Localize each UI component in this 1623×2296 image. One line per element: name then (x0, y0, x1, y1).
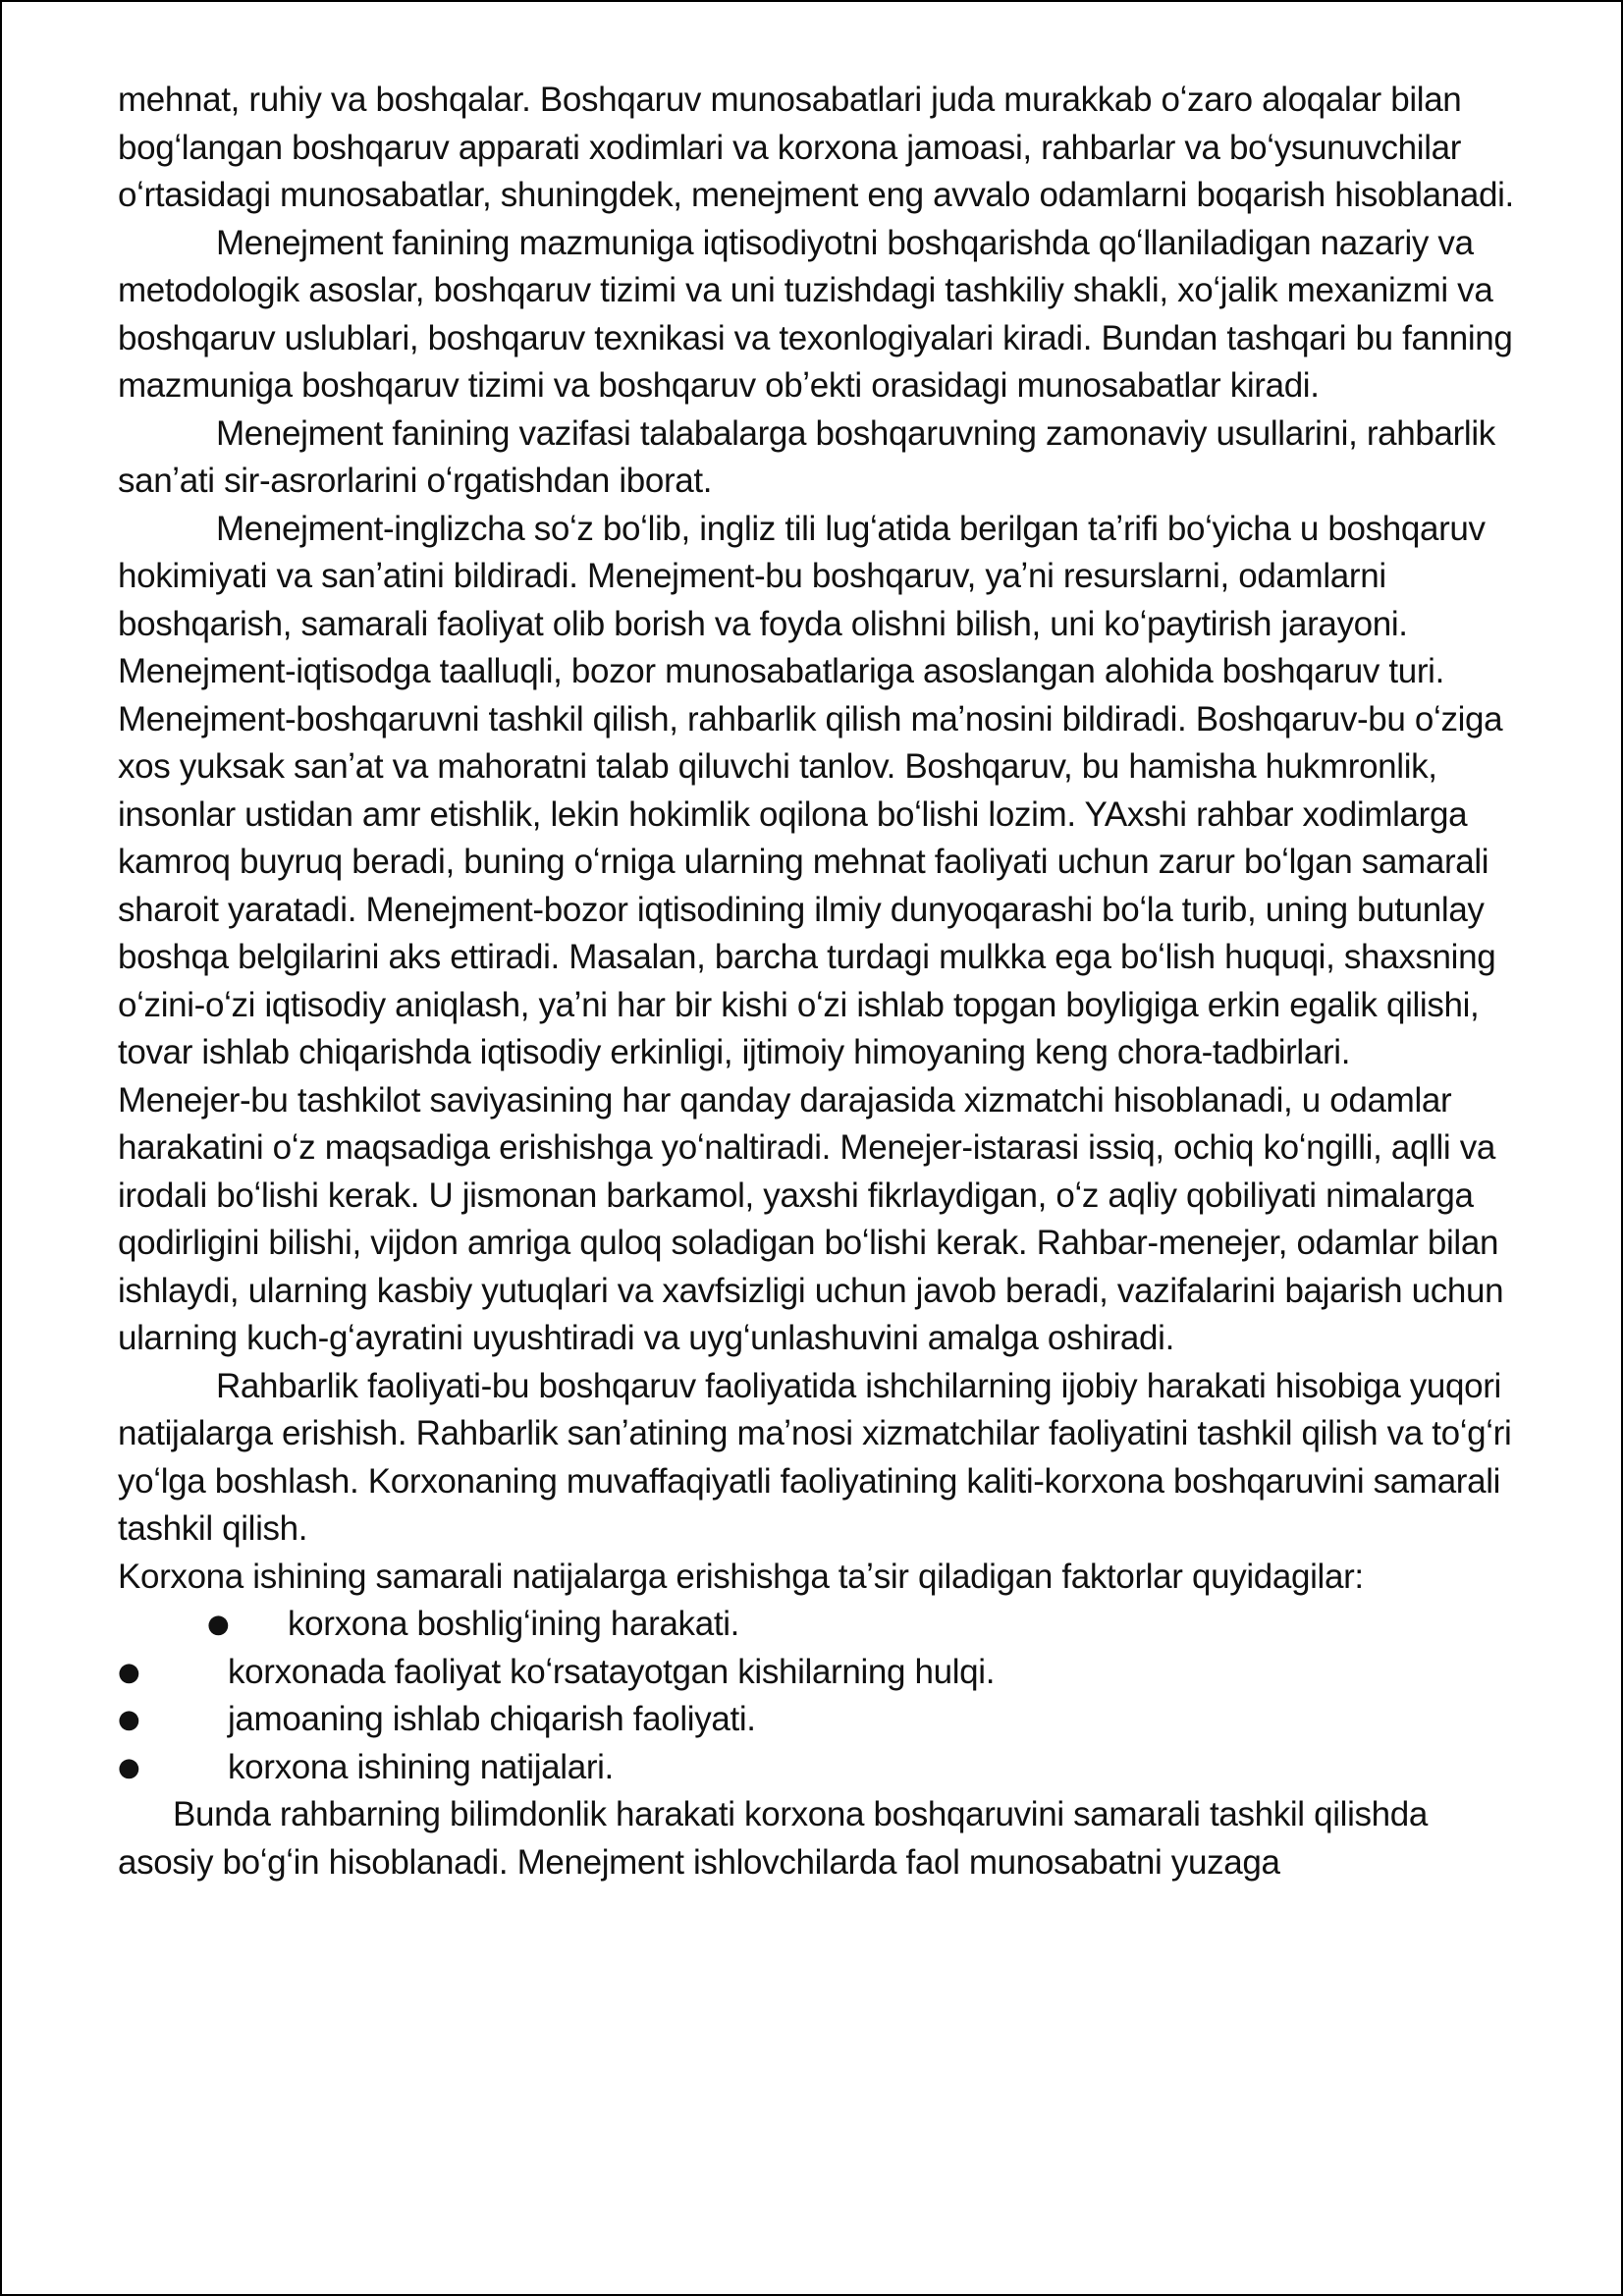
paragraph-boshqaruv-munosabatlari: mehnat, ruhiy va boshqalar. Boshqaruv munosabatlari juda murakkab oʻzaro aloqalar bilan bogʻlangan boshqaruv apparati xodimlari va korxona jamoasi, rahbarlar va boʻysunuvchilar oʻrtasidagi munosabatlar, shuningdek, menejment eng avvalo odamlarni boqarish hisoblanadi. (118, 81, 1514, 214)
paragraph-rahbar-bilimdonligi: Bunda rahbarning bilimdonlik harakati korxona boshqaruvini samarali tashkil qilishda asosiy boʻgʻin hisoblanadi. Menejment ishlovchilarda faol munosabatni yuzaga (118, 1795, 1428, 1882)
list-item (118, 1601, 1522, 1649)
list-item-text: korxona boshligʻining harakati. (288, 1605, 739, 1643)
list-item (118, 1696, 1522, 1744)
list-item (118, 1744, 1522, 1792)
list-item-text: jamoaning ishlab chiqarish faoliyati. (228, 1700, 756, 1738)
document-body (118, 77, 1522, 1886)
list-item-text: korxona ishining natijalari. (228, 1747, 614, 1786)
paragraph-rahbarlik: Rahbarlik faoliyati-bu boshqaruv faoliyatida ishchilarning ijobiy harakati hisobiga yuqori natijalarga erishish. Rahbarlik sanʼatining maʼnosi xizmatchilar faoliyatini tashkil qilish va toʻgʻri yoʻlga boshlash. Korxonaning muvaffaqiyatli faoliyatining kaliti-korxona boshqaruvini samarali tashkil qilish. (118, 1366, 1512, 1548)
paragraph-fan-vazifasi: Menejment fanining vazifasi talabalarga boshqaruvning zamonaviy usullarini, rahbarlik sanʼati sir-asrorlarini oʻrgatishdan iborat. (118, 413, 1495, 500)
bullet-icon: ● (118, 1657, 140, 1687)
paragraph-faktorlar-intro: Korxona ishining samarali natijalarga erishishga taʼsir qiladigan faktorlar quyidagilar: (118, 1557, 1364, 1596)
list-item-text: korxonada faoliyat koʻrsatayotgan kishilarning hulqi. (228, 1652, 996, 1691)
list-item (118, 1649, 1522, 1697)
bullet-icon: ● (118, 1705, 140, 1734)
bullet-icon: ● (118, 1752, 140, 1782)
paragraph-menejer: Menejer-bu tashkilot saviyasining har qanday darajasida xizmatchi hisoblanadi, u odamlar harakatini oʻz maqsadiga erishishga yoʻnaltiradi. Menejer-istarasi issiq, ochiq koʻngilli, aqlli va irodali boʻlishi kerak. U jismonan barkamol, yaxshi fikrlaydigan, oʻz aqliy qobiliyati nimalarga qodirligini bilishi, vijdon amriga quloq soladigan boʻlishi kerak. Rahbar-menejer, odamlar bilan ishlaydi, ularning kasbiy yutuqlari va xavfsizligi uchun javob beradi, vazifalarini bajarish uchun ularning kuch-gʻayratini uyushtiradi va uygʻunlashuvini amalga oshiradi. (118, 1080, 1504, 1357)
paragraph-fan-mazmuni: Menejment fanining mazmuniga iqtisodiyotni boshqarishda qoʻllaniladigan nazariy va metodologik asoslar, boshqaruv tizimi va uni tuzishdagi tashkiliy shakli, xoʻjalik mexanizmi va boshqaruv uslublari, boshqaruv texnikasi va texonlogiyalari kiradi. Bundan tashqari bu fanning mazmuniga boshqaruv tizimi va boshqaruv obʼekti orasidagi munosabatlar kiradi. (118, 223, 1513, 405)
bullet-icon: ● (207, 1610, 230, 1639)
paragraph-menejment-tarifi: Menejment-inglizcha soʻz boʻlib, ingliz tili lugʻatida berilgan taʼrifi boʻyicha u boshqaruv hokimiyati va sanʼatini bildiradi. Menejment-bu boshqaruv, yaʼni resurslarni, odamlarni boshqarish, samarali faoliyat olib borish va foyda olishni bilish, uni koʻpaytirish jarayoni. Menejment-iqtisodga taalluqli, bozor munosabatlariga asoslangan alohida boshqaruv turi. Menejment-boshqaruvni tashkil qilish, rahbarlik qilish maʼnosini bildiradi. Boshqaruv-bu oʻziga xos yuksak sanʼat va mahoratni talab qiluvchi tanlov. Boshqaruv, bu hamisha hukmronlik, insonlar ustidan amr etishlik, lekin hokimlik oqilona boʻlishi lozim. YAxshi rahbar xodimlarga kamroq buyruq beradi, buning oʻrniga ularning mehnat faoliyati uchun zarur boʻlgan samarali sharoit yaratadi. Menejment-bozor iqtisodining ilmiy dunyoqarashi boʻla turib, uning butunlay boshqa belgilarini aks ettiradi. Masalan, barcha turdagi mulkka ega boʻlish huquqi, shaxsning oʻzini-oʻzi iqtisodiy aniqlash, yaʼni har bir kishi oʻzi ishlab topgan boyligiga erkin egalik qilishi, tovar ishlab chiqarishda iqtisodiy erkinligi, ijtimoiy himoyaning keng chora-tadbirlari. (118, 509, 1503, 1071)
